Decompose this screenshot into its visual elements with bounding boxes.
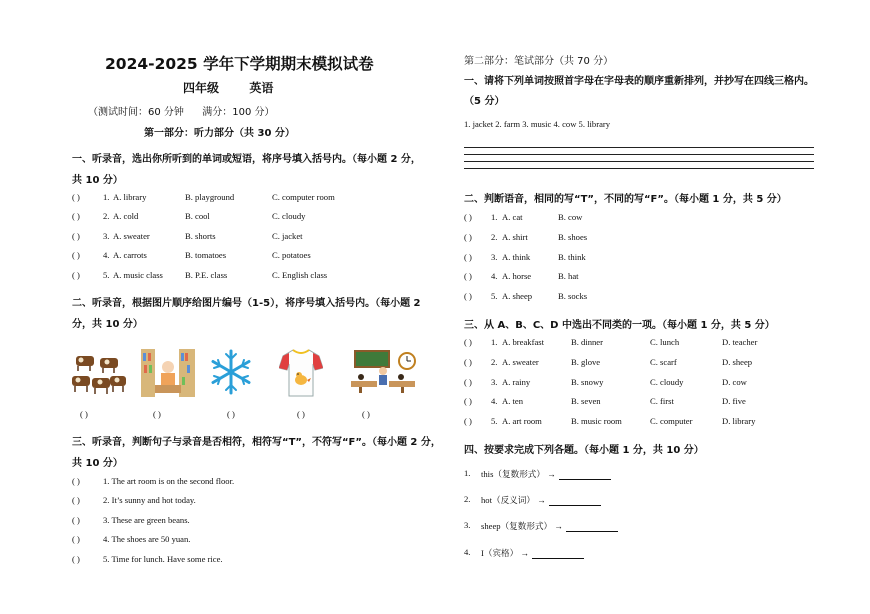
- answer-paren[interactable]: ( ): [72, 476, 80, 486]
- writing-line-3: [464, 161, 814, 162]
- question-number: 3.: [491, 377, 498, 387]
- option-b: B. playground: [185, 192, 235, 202]
- question-text: this（复数形式） →: [481, 469, 556, 479]
- answer-paren[interactable]: ( ): [72, 534, 80, 544]
- question-number: 3.: [491, 252, 498, 262]
- fill-in-question: [481, 468, 611, 480]
- option-b: B. seven: [571, 396, 601, 406]
- picture-answer-paren[interactable]: ( ): [80, 409, 88, 419]
- p1-sec2-title-2: 分，共 10 分）: [72, 319, 143, 330]
- option-b: B. hat: [558, 271, 579, 281]
- option-b: B. think: [558, 252, 586, 262]
- writing-line-4: [464, 168, 814, 169]
- question-number: 3.: [103, 231, 110, 241]
- option-d: D. teacher: [722, 337, 758, 347]
- answer-blank[interactable]: [559, 470, 611, 480]
- question-number: 1.: [103, 192, 110, 202]
- question-number: 4.: [103, 250, 110, 260]
- question-number: 2.: [491, 232, 498, 242]
- option-b: B. tomatoes: [185, 250, 227, 260]
- option-a: A. sheep: [502, 291, 533, 301]
- option-c: C. computer room: [272, 192, 335, 202]
- option-a: A. art room: [502, 416, 542, 426]
- option-d: D. library: [722, 416, 756, 426]
- option-b: B. cool: [185, 211, 210, 221]
- question-number: 3.: [464, 520, 471, 530]
- picture-answer-paren[interactable]: ( ): [227, 409, 235, 419]
- answer-blank[interactable]: [566, 522, 618, 532]
- fill-in-question: [481, 494, 601, 506]
- question-text: hot（反义词） →: [481, 495, 546, 505]
- answer-paren[interactable]: ( ): [72, 270, 80, 280]
- option-a: A. sweater: [502, 357, 539, 367]
- option-d: D. sheep: [722, 357, 753, 367]
- option-c: C. first: [650, 396, 674, 406]
- option-c: C. cloudy: [650, 377, 684, 387]
- option-a: A. rainy: [502, 377, 531, 387]
- question-number: 2.: [491, 357, 498, 367]
- option-a: A. sweater: [113, 231, 150, 241]
- question-number: 4.: [491, 271, 498, 281]
- option-c: C. jacket: [272, 231, 303, 241]
- option-b: B. P.E. class: [185, 270, 228, 280]
- option-a: A. cold: [113, 211, 139, 221]
- picture-answer-paren[interactable]: ( ): [297, 409, 305, 419]
- p1-sec1-title-2: 共 10 分）: [72, 175, 123, 186]
- picture-answer-paren[interactable]: ( ): [153, 409, 161, 419]
- statement-text: 1. The art room is on the second floor.: [103, 476, 235, 486]
- answer-paren[interactable]: ( ): [72, 231, 80, 241]
- answer-blank[interactable]: [532, 549, 584, 559]
- answer-paren[interactable]: ( ): [72, 211, 80, 221]
- question-number: 5.: [491, 416, 498, 426]
- option-b: B. music room: [571, 416, 622, 426]
- option-b: B. shorts: [185, 231, 216, 241]
- option-a: A. ten: [502, 396, 524, 406]
- answer-paren[interactable]: ( ): [464, 252, 472, 262]
- option-b: B. glove: [571, 357, 601, 367]
- answer-paren[interactable]: ( ): [464, 377, 472, 387]
- question-number: 4.: [464, 547, 471, 557]
- part2-title: 第二部分：笔试部分（共 70 分）: [464, 56, 614, 67]
- answer-blank[interactable]: [549, 496, 601, 506]
- option-a: A. breakfast: [502, 337, 544, 347]
- p2-sec2-title: 二、判断语音，相同的写“T”，不同的写“F”。（每小题 1 分，共 5 分）: [464, 194, 787, 205]
- option-d: D. five: [722, 396, 746, 406]
- question-text: I（宾格） →: [481, 548, 529, 558]
- question-number: 2.: [464, 494, 471, 504]
- picture-answer-paren[interactable]: ( ): [362, 409, 370, 419]
- fill-in-question: [481, 547, 584, 559]
- answer-paren[interactable]: ( ): [464, 271, 472, 281]
- option-c: C. computer: [650, 416, 693, 426]
- p2-sec1-title-1: 一、请将下列单词按照首字母在字母表的顺序重新排列，并抄写在四线三格内。: [464, 76, 814, 87]
- option-a: A. library: [113, 192, 147, 202]
- answer-paren[interactable]: ( ): [464, 291, 472, 301]
- option-b: B. socks: [558, 291, 588, 301]
- option-d: D. cow: [722, 377, 747, 387]
- question-number: 5.: [103, 270, 110, 280]
- option-a: A. carrots: [113, 250, 147, 260]
- option-c: C. potatoes: [272, 250, 311, 260]
- answer-paren[interactable]: ( ): [464, 396, 472, 406]
- question-number: 1.: [491, 212, 498, 222]
- p1-sec2-title-1: 二、听录音，根据图片顺序给图片编号（1-5），将序号填入括号内。（每小题 2: [72, 298, 421, 309]
- p1-sec3-title-2: 共 10 分）: [72, 458, 123, 469]
- answer-paren[interactable]: ( ): [72, 495, 80, 505]
- statement-text: 2. It’s sunny and hot today.: [103, 495, 196, 505]
- p2-sec4-title: 四、按要求完成下列各题。（每小题 1 分，共 10 分）: [464, 445, 704, 456]
- answer-paren[interactable]: ( ): [72, 192, 80, 202]
- full-score: 满分：100 分）: [202, 107, 275, 118]
- question-number: 2.: [103, 211, 110, 221]
- subject-label: 英语: [249, 81, 274, 95]
- statement-text: 5. Time for lunch. Have some rice.: [103, 554, 223, 564]
- part1-title: 第一部分：听力部分（共 30 分）: [144, 128, 295, 139]
- answer-paren[interactable]: ( ): [464, 337, 472, 347]
- option-b: B. shoes: [558, 232, 588, 242]
- option-b: B. dinner: [571, 337, 603, 347]
- answer-paren[interactable]: ( ): [72, 250, 80, 260]
- fill-in-question: [481, 520, 618, 532]
- option-c: C. English class: [272, 270, 328, 280]
- option-c: C. lunch: [650, 337, 680, 347]
- p1-sec1-title-1: 一、听录音，选出你所听到的单词或短语，将序号填入括号内。（每小题 2 分，: [72, 154, 421, 165]
- answer-paren[interactable]: ( ): [72, 554, 80, 564]
- grade-subject: [183, 79, 273, 96]
- answer-paren[interactable]: ( ): [464, 416, 472, 426]
- answer-paren[interactable]: ( ): [464, 357, 472, 367]
- option-b: B. cow: [558, 212, 583, 222]
- option-a: A. cat: [502, 212, 523, 222]
- writing-line-1: [464, 147, 814, 148]
- exam-info: [88, 103, 275, 118]
- question-number: 1.: [464, 468, 471, 478]
- option-c: C. cloudy: [272, 211, 306, 221]
- question-number: 4.: [491, 396, 498, 406]
- tshirt-picture: [279, 348, 323, 398]
- grade-label: 四年级: [183, 81, 220, 95]
- exam-title: 2024-2025 学年下学期期末模拟试卷: [105, 55, 374, 73]
- option-a: A. think: [502, 252, 531, 262]
- p2-sec1-title-2: （5 分）: [464, 96, 505, 107]
- test-time: （测试时间：60 分钟: [88, 107, 184, 118]
- statement-text: 3. These are green beans.: [103, 515, 190, 525]
- question-text: sheep（复数形式） →: [481, 521, 563, 531]
- answer-paren[interactable]: ( ): [464, 232, 472, 242]
- classroom-picture: [349, 349, 417, 395]
- question-number: 5.: [491, 291, 498, 301]
- p1-sec3-title-1: 三、听录音，判断句子与录音是否相符，相符写“T”，不符写“F”。（每小题 2 分，: [72, 437, 441, 448]
- answer-paren[interactable]: ( ): [464, 212, 472, 222]
- option-a: A. horse: [502, 271, 532, 281]
- option-a: A. music class: [113, 270, 163, 280]
- option-a: A. shirt: [502, 232, 528, 242]
- library-picture: [141, 347, 196, 399]
- p2-sec3-title: 三、从 A、B、C、D 中选出不同类的一项。（每小题 1 分，共 5 分）: [464, 320, 775, 331]
- option-c: C. scarf: [650, 357, 677, 367]
- statement-text: 4. The shoes are 50 yuan.: [103, 534, 191, 544]
- cows-picture: [70, 352, 128, 398]
- p2-sec1-words: 1. jacket 2. farm 3. music 4. cow 5. library: [464, 119, 611, 129]
- question-number: 1.: [491, 337, 498, 347]
- writing-line-2: [464, 154, 814, 155]
- option-b: B. snowy: [571, 377, 604, 387]
- snowflake-picture: [206, 348, 256, 396]
- answer-paren[interactable]: ( ): [72, 515, 80, 525]
